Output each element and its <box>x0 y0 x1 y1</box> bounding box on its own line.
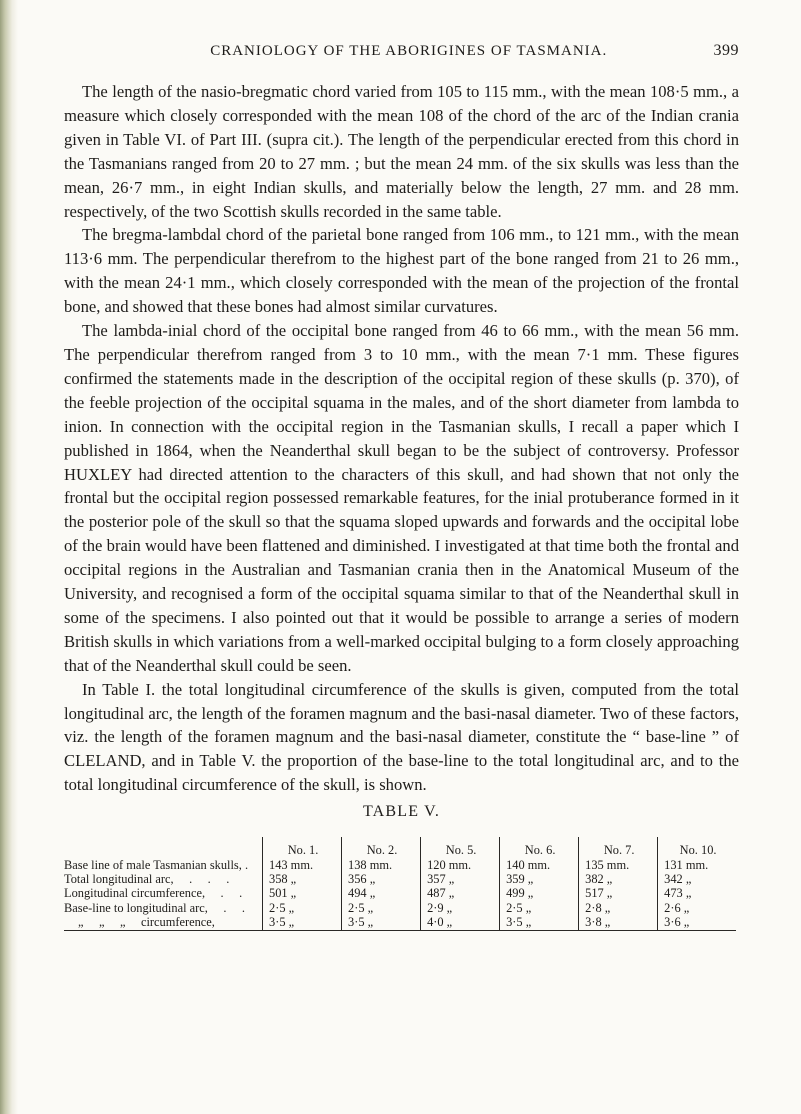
table-cell: 357 „ <box>421 872 500 886</box>
table-cell: 2·5 „ <box>342 901 421 915</box>
table-cell: 3·8 „ <box>579 915 658 930</box>
row-label: Base-line to longitudinal arc, . . <box>64 900 246 915</box>
table-cell: 501 „ <box>263 886 342 900</box>
table-cell: 3·6 „ <box>658 915 736 930</box>
table-cell: 135 mm. <box>579 858 658 872</box>
table-cell: 3·5 „ <box>263 915 342 930</box>
table-cell: 487 „ <box>421 886 500 900</box>
table-cell: 359 „ <box>500 872 579 886</box>
table-caption: TABLE V. <box>362 803 441 821</box>
paragraph: The length of the nasio-bregmatic chord varied from 105 to 115 mm., with the mean 108·5 mm., a measure which closely corresponded with the mean 108 of the chord of the arc of the Indian crania given in Table VI. of Part III. (supra cit.). The length of the perpendicular erected from this chord in the Tasmanians ranged from 20 to 27 mm. ; but the mean 24 mm. of the six skulls was less than the mean, 26·7 mm., in eight Indian skulls, and materially below the length, 27 mm. and 28 mm. respectively, of the two Scottish skulls recorded in the same table. <box>64 82 739 221</box>
table-cell: 2·6 „ <box>658 901 736 915</box>
table-cell: 494 „ <box>342 886 421 900</box>
page-edge-shadow <box>0 0 18 1114</box>
table-row <box>64 901 736 915</box>
paragraph: The lambda-inial chord of the occipital bone ranged from 46 to 66 mm., with the mean 56 mm. The perpendicular therefrom ranged from 3 to 10 mm., with the mean 7·1 mm. These figures confirmed the statements made in the description of the occipital region of these skulls (p. 370), of the feeble projection of the occipital squama in the males, and of the short diameter from lambda to inion. In connection with the occipital region in the Tasmanian skulls, I recall a paper which I published in 1864, when the Neanderthal skull began to be the subject of controversy. Professor HUXLEY had directed attention to the characters of this skull, and had shown that not only the frontal but the occipital region possessed remarkable features, for the inial protuberance formed in it the posterior pole of the skull so that the squama sloped upwards and forwards and the occipital lobe of the brain would have been flattened and diminished. I investigated at that time both the frontal and occipital regions in the Australian and Tasmanian crania then in the Anatomical Museum of the University, and recognised a form of the occipital squama similar to that of the Neanderthal skull in some of the specimens. I also pointed out that it would be possible to arrange a series of modern British skulls in which variations from a well-marked occipital bulging to a form closely approaching that of the Neanderthal skull could be seen. <box>64 321 739 675</box>
column-header: No. 2. <box>342 837 421 857</box>
running-title: CRANIOLOGY OF THE ABORIGINES OF TASMANIA. <box>210 43 608 59</box>
table-row <box>64 872 736 886</box>
page-number: 399 <box>713 42 739 59</box>
row-label: Longitudinal circumference, . . <box>64 886 243 901</box>
table-cell: 3·5 „ <box>342 915 421 930</box>
table-cell: 517 „ <box>579 886 658 900</box>
table-header-label-blank <box>64 837 263 857</box>
row-label: Base line of male Tasmanian skulls, . <box>64 857 249 872</box>
table-cell: 382 „ <box>579 872 658 886</box>
running-head <box>64 42 739 60</box>
table-cell: 2·5 „ <box>500 901 579 915</box>
column-header: No. 10. <box>658 837 736 857</box>
data-table <box>64 837 736 930</box>
column-header: No. 7. <box>579 837 658 857</box>
column-header: No. 5. <box>421 837 500 857</box>
table-cell: 358 „ <box>263 872 342 886</box>
table-cell: 140 mm. <box>500 858 579 872</box>
table-row <box>64 915 736 930</box>
page <box>64 42 739 931</box>
table-row <box>64 858 736 872</box>
table-cell: 120 mm. <box>421 858 500 872</box>
table-cell: 342 „ <box>658 872 736 886</box>
table-cell: 2·5 „ <box>263 901 342 915</box>
table-cell: 138 mm. <box>342 858 421 872</box>
table-cell: 499 „ <box>500 886 579 900</box>
table-cell: 2·9 „ <box>421 901 500 915</box>
table-cell: 356 „ <box>342 872 421 886</box>
table-cell: 131 mm. <box>658 858 736 872</box>
table-cell: 143 mm. <box>263 858 342 872</box>
table-row <box>64 886 736 900</box>
row-label: „ „ „ circumference, <box>78 915 215 930</box>
table-cell: 473 „ <box>658 886 736 900</box>
column-header: No. 6. <box>500 837 579 857</box>
table-cell: 4·0 „ <box>421 915 500 930</box>
paragraph: In Table I. the total longitudinal circumference of the skulls is given, computed from the total longitudinal arc, the length of the foramen magnum and the basi-nasal diameter. Two of these factors, viz. the length of the foramen magnum and the basi-nasal diameter, constitute the “ base-line ” of CLELAND, and in Table V. the proportion of the base-line to the total longitudinal arc, and to the total longitudinal circumference of the skull, is shown. <box>64 679 739 795</box>
table-cell: 3·5 „ <box>500 915 579 930</box>
table-header-row <box>64 837 736 857</box>
body-text <box>64 80 739 797</box>
paragraph: The bregma-lambdal chord of the parietal bone ranged from 106 mm., to 121 mm., with the mean 113·6 mm. The perpendicular therefrom to the highest part of the bone ranged from 21 to 26 mm., with the mean 24·1 mm., which closely corresponded with the mean of the projection of the frontal bone, and showed that these bones had almost similar curvatures. <box>64 225 739 317</box>
column-header: No. 1. <box>263 837 342 857</box>
row-label: Total longitudinal arc, . . . <box>64 872 230 886</box>
table-cell: 2·8 „ <box>579 901 658 915</box>
